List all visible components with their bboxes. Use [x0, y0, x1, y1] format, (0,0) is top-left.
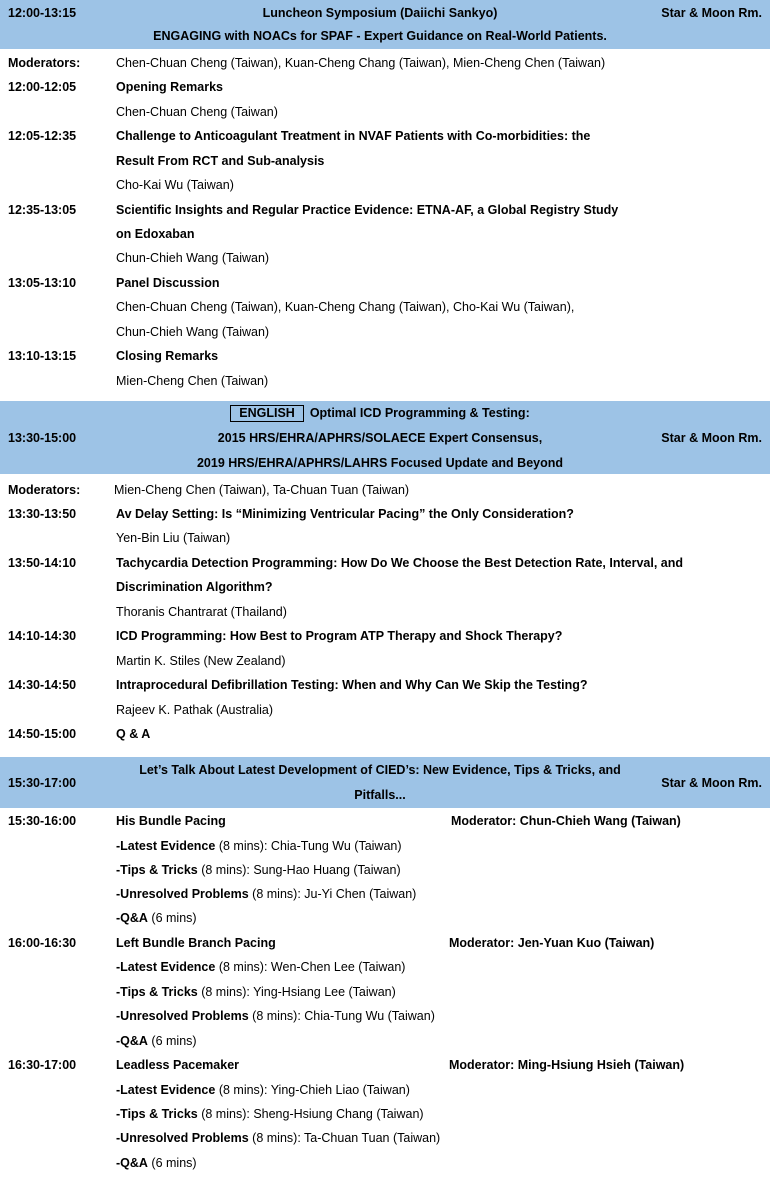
- talk-title: Discrimination Algorithm?: [116, 580, 273, 594]
- block-moderator: Moderator: Jen-Yuan Kuo (Taiwan): [449, 936, 655, 950]
- talk-time: 13:30-13:50: [8, 507, 77, 521]
- segment-row: -Unresolved Problems (8 mins): Ta-Chuan Tuan (Taiwan): [116, 1131, 441, 1145]
- session-1-subtitle: ENGAGING with NOACs for SPAF - Expert Guidance on Real-World Patients.: [153, 29, 607, 43]
- session-1-title: Luncheon Symposium (Daiichi Sankyo): [262, 6, 498, 20]
- session-3-title-line-2: Pitfalls...: [354, 788, 406, 802]
- block-moderator: Moderator: Ming-Hsiung Hsieh (Taiwan): [449, 1058, 685, 1072]
- segment-row: -Q&A (6 mins): [116, 1156, 197, 1170]
- talk-time: 13:10-13:15: [8, 349, 77, 363]
- talk-title: Scientific Insights and Regular Practice Evidence: ETNA-AF, a Global Registry Study: [116, 203, 619, 217]
- talk-speaker: Cho-Kai Wu (Taiwan): [116, 178, 234, 192]
- talk-time: 13:05-13:10: [8, 276, 77, 290]
- talk-title: ICD Programming: How Best to Program ATP Therapy and Shock Therapy?: [116, 629, 563, 643]
- block-title: Leadless Pacemaker: [116, 1058, 240, 1072]
- block-time: 15:30-16:00: [8, 814, 77, 828]
- talk-title: Tachycardia Detection Programming: How Do We Choose the Best Detection Rate, Interval, and: [116, 556, 684, 570]
- session-1-moderators-label: Moderators:: [8, 56, 81, 70]
- session-3-time: 15:30-17:00: [8, 776, 77, 790]
- talk-title: Panel Discussion: [116, 276, 220, 290]
- talk-title: Result From RCT and Sub-analysis: [116, 154, 325, 168]
- talk-time: 14:10-14:30: [8, 629, 77, 643]
- talk-speaker: Martin K. Stiles (New Zealand): [116, 654, 286, 668]
- talk-title: Q & A: [116, 727, 151, 741]
- block-time: 16:30-17:00: [8, 1058, 77, 1072]
- session-1-room: Star & Moon Rm.: [661, 6, 762, 20]
- session-3-room: Star & Moon Rm.: [661, 776, 762, 790]
- session-1-time: 12:00-13:15: [8, 6, 77, 20]
- session-3-title-line-1: Let’s Talk About Latest Development of CIED’s: New Evidence, Tips & Tricks, and: [139, 763, 621, 777]
- segment-row: -Tips & Tricks (8 mins): Sung-Hao Huang (Taiwan): [116, 863, 401, 877]
- language-tag: ENGLISH: [230, 405, 304, 422]
- session-2-time: 13:30-15:00: [8, 431, 77, 445]
- segment-row: -Q&A (6 mins): [116, 1034, 197, 1048]
- talk-speaker: Mien-Cheng Chen (Taiwan): [116, 374, 269, 388]
- talk-time: 12:35-13:05: [8, 203, 77, 217]
- session-2-title-line-3: 2019 HRS/EHRA/APHRS/LAHRS Focused Update and Beyond: [196, 456, 564, 470]
- talk-speaker: Chun-Chieh Wang (Taiwan): [116, 251, 270, 265]
- session-2-moderators-label: Moderators:: [8, 483, 81, 497]
- segment-row: -Unresolved Problems (8 mins): Ju-Yi Chen (Taiwan): [116, 887, 417, 901]
- talk-speaker: Chun-Chieh Wang (Taiwan): [116, 325, 270, 339]
- session-2-title-line-1: [0, 405, 760, 422]
- talk-time: 13:50-14:10: [8, 556, 77, 570]
- talk-title: Closing Remarks: [116, 349, 219, 363]
- session-2-title: Optimal ICD Programming & Testing:: [309, 406, 530, 420]
- session-2-moderators: Mien-Cheng Chen (Taiwan), Ta-Chuan Tuan (Taiwan): [114, 483, 410, 497]
- segment-row: -Latest Evidence (8 mins): Chia-Tung Wu (Taiwan): [116, 839, 402, 853]
- talk-title: Av Delay Setting: Is “Minimizing Ventricular Pacing” the Only Consideration?: [116, 507, 574, 521]
- segment-row: -Q&A (6 mins): [116, 911, 197, 925]
- talk-speaker: Thoranis Chantrarat (Thailand): [116, 605, 287, 619]
- talk-speaker: Chen-Chuan Cheng (Taiwan): [116, 105, 278, 119]
- talk-title: Intraprocedural Defibrillation Testing: When and Why Can We Skip the Testing?: [116, 678, 588, 692]
- session-2-title-line-2: 2015 HRS/EHRA/APHRS/SOLAECE Expert Consensus,: [217, 431, 543, 445]
- segment-row: -Latest Evidence (8 mins): Wen-Chen Lee (Taiwan): [116, 960, 406, 974]
- talk-title: Challenge to Anticoagulant Treatment in NVAF Patients with Co-morbidities: the: [116, 129, 591, 143]
- segment-row: -Latest Evidence (8 mins): Ying-Chieh Liao (Taiwan): [116, 1083, 410, 1097]
- talk-title: on Edoxaban: [116, 227, 195, 241]
- talk-time: 14:50-15:00: [8, 727, 77, 741]
- block-title: His Bundle Pacing: [116, 814, 226, 828]
- block-title: Left Bundle Branch Pacing: [116, 936, 276, 950]
- block-moderator: Moderator: Chun-Chieh Wang (Taiwan): [451, 814, 681, 828]
- talk-title: Opening Remarks: [116, 80, 223, 94]
- block-time: 16:00-16:30: [8, 936, 77, 950]
- talk-speaker: Rajeev K. Pathak (Australia): [116, 703, 274, 717]
- segment-row: -Tips & Tricks (8 mins): Ying-Hsiang Lee (Taiwan): [116, 985, 396, 999]
- session-2-room: Star & Moon Rm.: [661, 431, 762, 445]
- talk-time: 12:00-12:05: [8, 80, 77, 94]
- segment-row: -Unresolved Problems (8 mins): Chia-Tung Wu (Taiwan): [116, 1009, 435, 1023]
- segment-row: -Tips & Tricks (8 mins): Sheng-Hsiung Chang (Taiwan): [116, 1107, 424, 1121]
- session-1-moderators: Chen-Chuan Cheng (Taiwan), Kuan-Cheng Chang (Taiwan), Mien-Cheng Chen (Taiwan): [116, 56, 606, 70]
- talk-speaker: Yen-Bin Liu (Taiwan): [116, 531, 231, 545]
- talk-time: 14:30-14:50: [8, 678, 77, 692]
- talk-time: 12:05-12:35: [8, 129, 77, 143]
- talk-speaker: Chen-Chuan Cheng (Taiwan), Kuan-Cheng Chang (Taiwan), Cho-Kai Wu (Taiwan),: [116, 300, 575, 314]
